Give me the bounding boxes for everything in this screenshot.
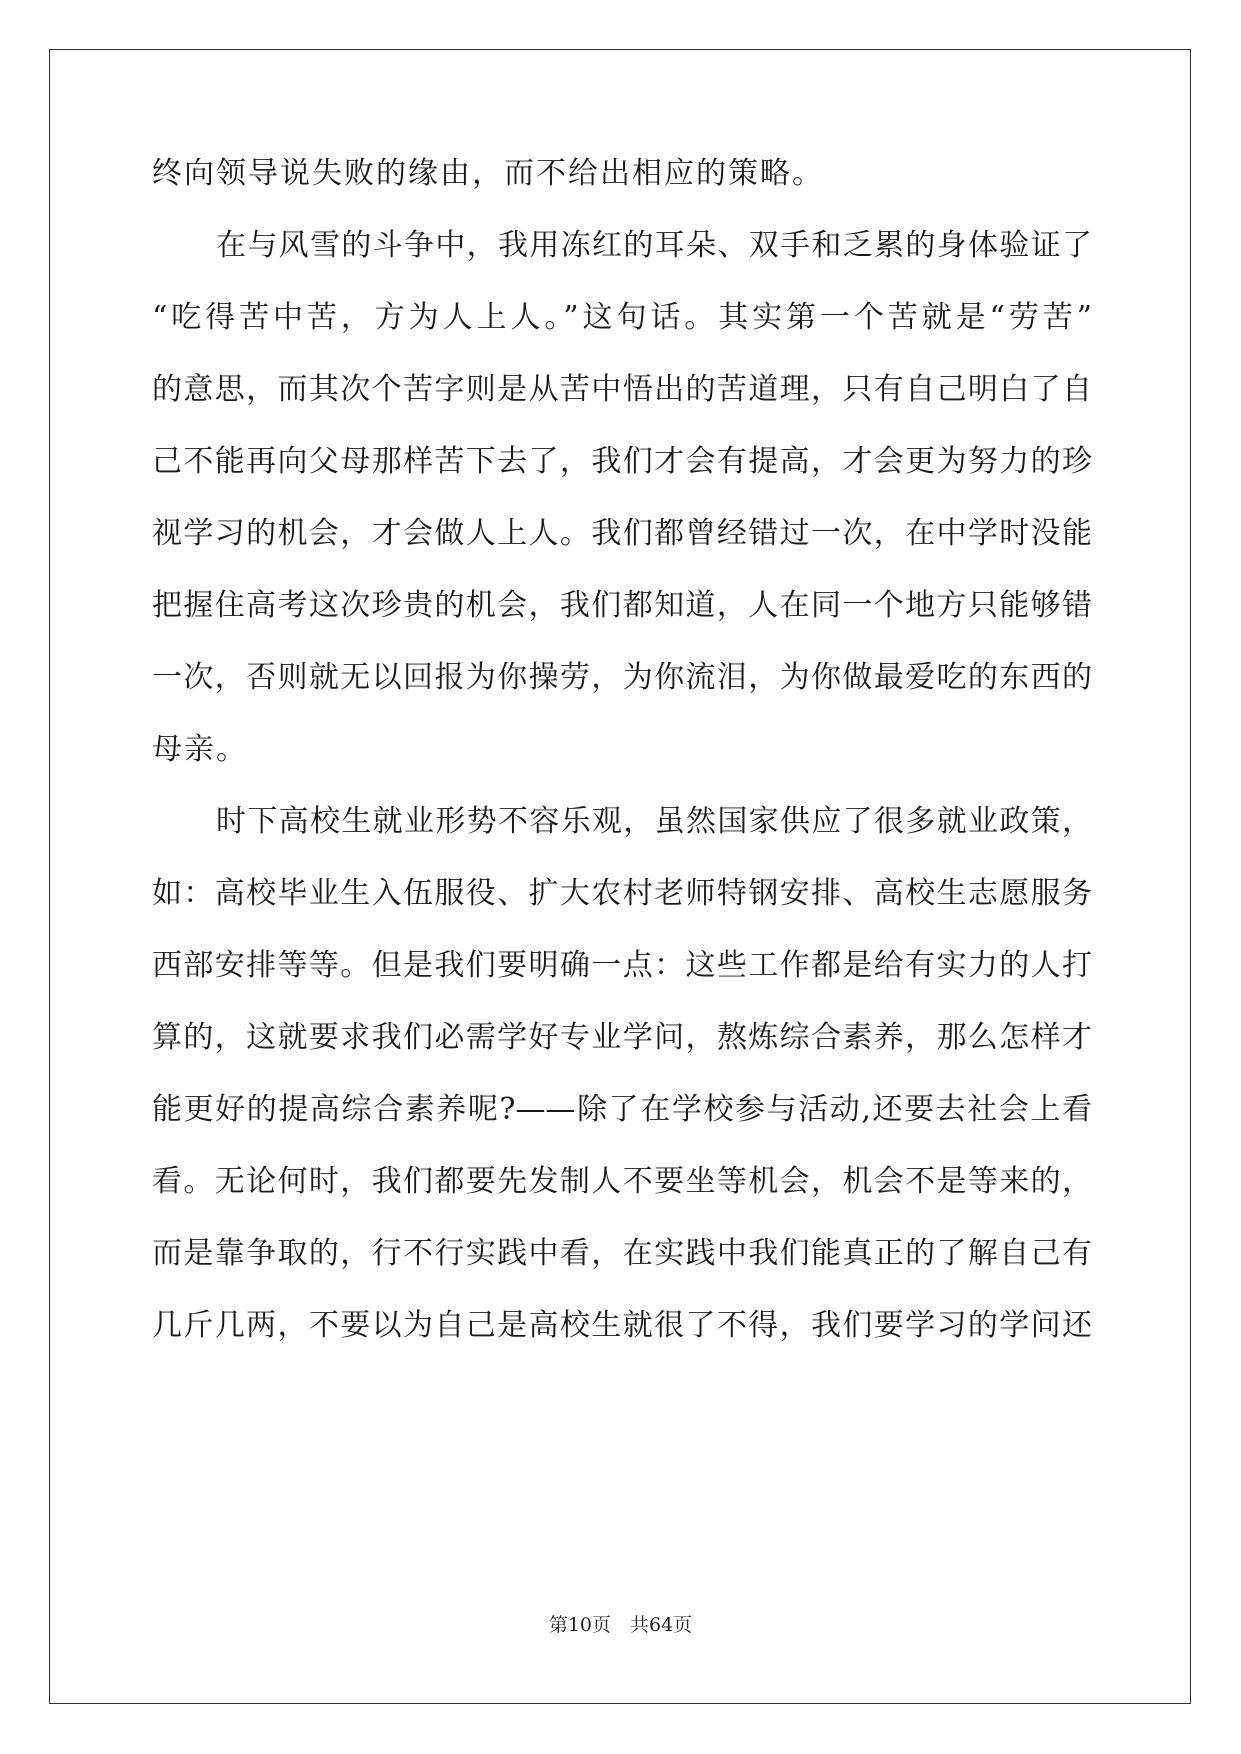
text-line: 的意思，而其次个苦字则是从苦中悟出的苦道理，只有自己明白了自 [152, 372, 1092, 407]
text-line: 时下高校生就业形势不容乐观，虽然国家供应了很多就业政策， [216, 804, 1092, 839]
text-line: 在与风雪的斗争中，我用冻红的耳朵、双手和乏累的身体验证了 [216, 228, 1092, 263]
text-line: “吃得苦中苦，方为人上人。”这句话。其实第一个苦就是“劳苦” [152, 300, 1092, 335]
text-line: 己不能再向父母那样苦下去了，我们才会有提高，才会更为努力的珍 [152, 444, 1092, 479]
text-line: 母亲。 [152, 732, 248, 767]
text-line: 而是靠争取的，行不行实践中看，在实践中我们能真正的了解自己有 [152, 1236, 1092, 1271]
text-line: 西部安排等等。但是我们要明确一点：这些工作都是给有实力的人打 [152, 948, 1092, 983]
text-line: 看。无论何时，我们都要先发制人不要坐等机会，机会不是等来的， [152, 1164, 1092, 1199]
text-line: 算的，这就要求我们必需学好专业学问，熬炼综合素养，那么怎样才 [152, 1020, 1092, 1055]
text-line: 几斤几两，不要以为自己是高校生就很了不得，我们要学习的学问还 [152, 1308, 1092, 1343]
text-line: 终向领导说失败的缘由，而不给出相应的策略。 [152, 156, 824, 191]
text-line: 一次，否则就无以回报为你操劳，为你流泪，为你做最爱吃的东西的 [152, 660, 1092, 695]
page-number-footer: 第10页 共64页 [548, 1614, 693, 1636]
text-line: 视学习的机会，才会做人上人。我们都曾经错过一次，在中学时没能 [152, 516, 1092, 551]
text-line: 如：高校毕业生入伍服役、扩大农村老师特钢安排、高校生志愿服务 [152, 876, 1092, 911]
text-line: 能更好的提高综合素养呢?——除了在学校参与活动,还要去社会上看 [152, 1092, 1092, 1127]
text-line: 把握住高考这次珍贵的机会，我们都知道，人在同一个地方只能够错 [152, 588, 1092, 623]
